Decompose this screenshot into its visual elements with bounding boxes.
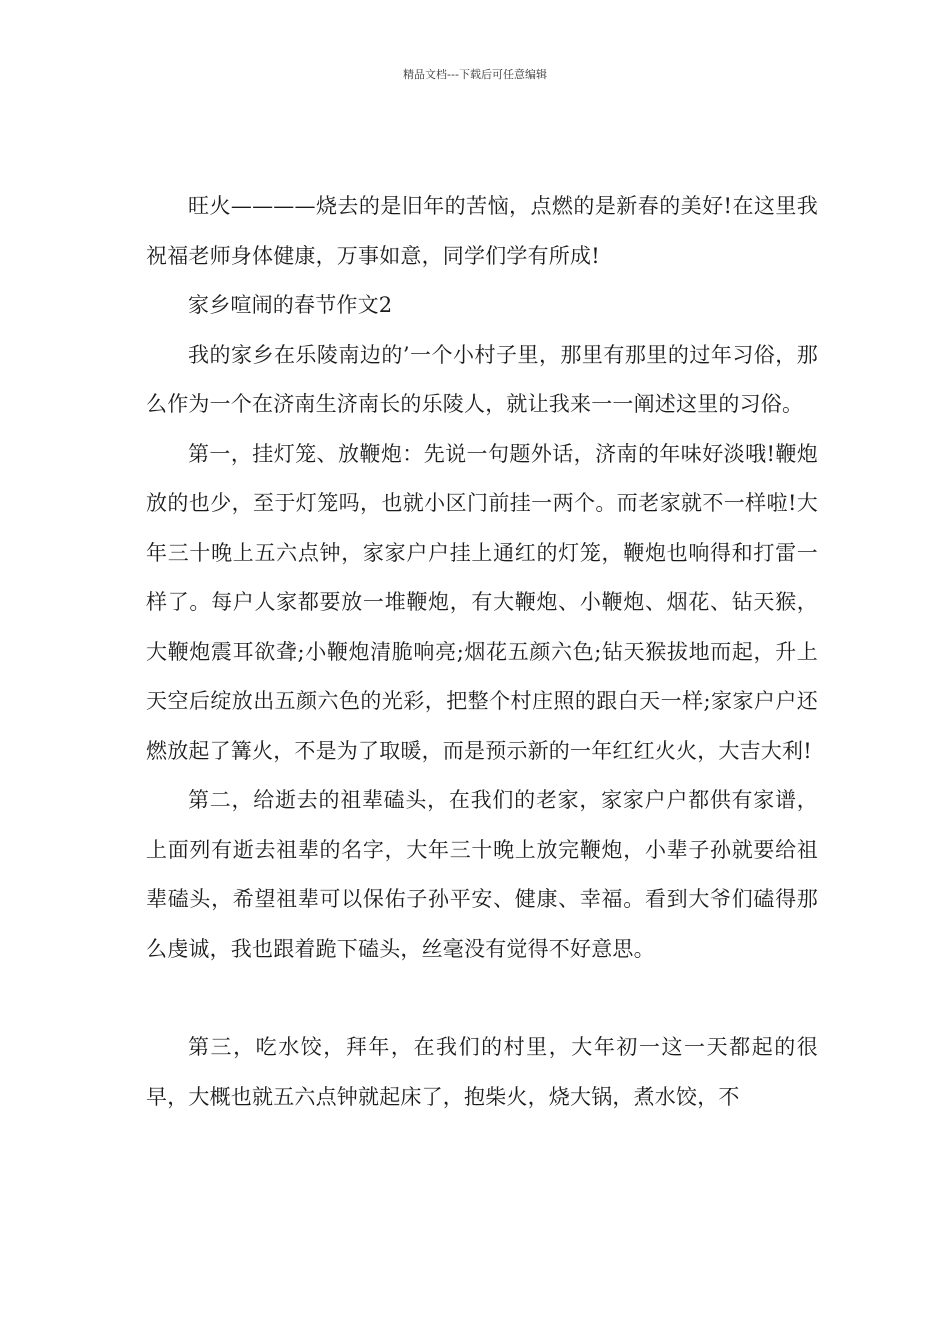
page-header: 精品文档---下载后可任意编辑 [403,68,547,81]
paragraph-intro: 我的家乡在乐陵南边的’一个小村子里，那里有那里的过年习俗，那么作为一个在济南生济南长的乐陵人，就让我来一一阐述这里的习俗。 [146,342,818,416]
paragraph-third-custom: 第三，吃水饺，拜年，在我们的村里，大年初一这一天都起的很早，大概也就五六点钟就起床了，抱柴火，烧大锅，煮水饺，不 [146,1035,818,1109]
paragraph-second-custom: 第二，给逝去的祖辈磕头，在我们的老家，家家户户都供有家谱，上面列有逝去祖辈的名字，大年三十晚上放完鞭炮，小辈子孙就要给祖辈磕头，希望祖辈可以保佑子孙平安、健康、幸福。看到大爷们磕得那么虔诚，我也跟着跪下磕头，丝毫没有觉得不好意思。 [146,788,818,961]
paragraph-first-custom: 第一，挂灯笼、放鞭炮：先说一句题外话，济南的年味好淡哦!鞭炮放的也少，至于灯笼吗，也就小区门前挂一两个。而老家就不一样啦!大年三十晚上五六点钟，家家户户挂上通红的灯笼，鞭炮也响得和打雷一样了。每户人家都要放一堆鞭炮，有大鞭炮、小鞭炮、烟花、钻天猴，大鞭炮震耳欲聋;小鞭炮清脆响亮;烟花五颜六色;钻天猴拔地而起，升上天空后绽放出五颜六色的光彩，把整个村庄照的跟白天一样;家家户户还燃放起了篝火，不是为了取暖，而是预示新的一年红红火火，大吉大利! [146,441,818,763]
essay-title: 家乡喧闹的春节作文2 [188,293,393,317]
paragraph-closing-wish: 旺火————烧去的是旧年的苦恼，点燃的是新春的美好!在这里我祝福老师身体健康，万事如意，同学们学有所成! [146,194,818,268]
document-body [146,182,818,1122]
